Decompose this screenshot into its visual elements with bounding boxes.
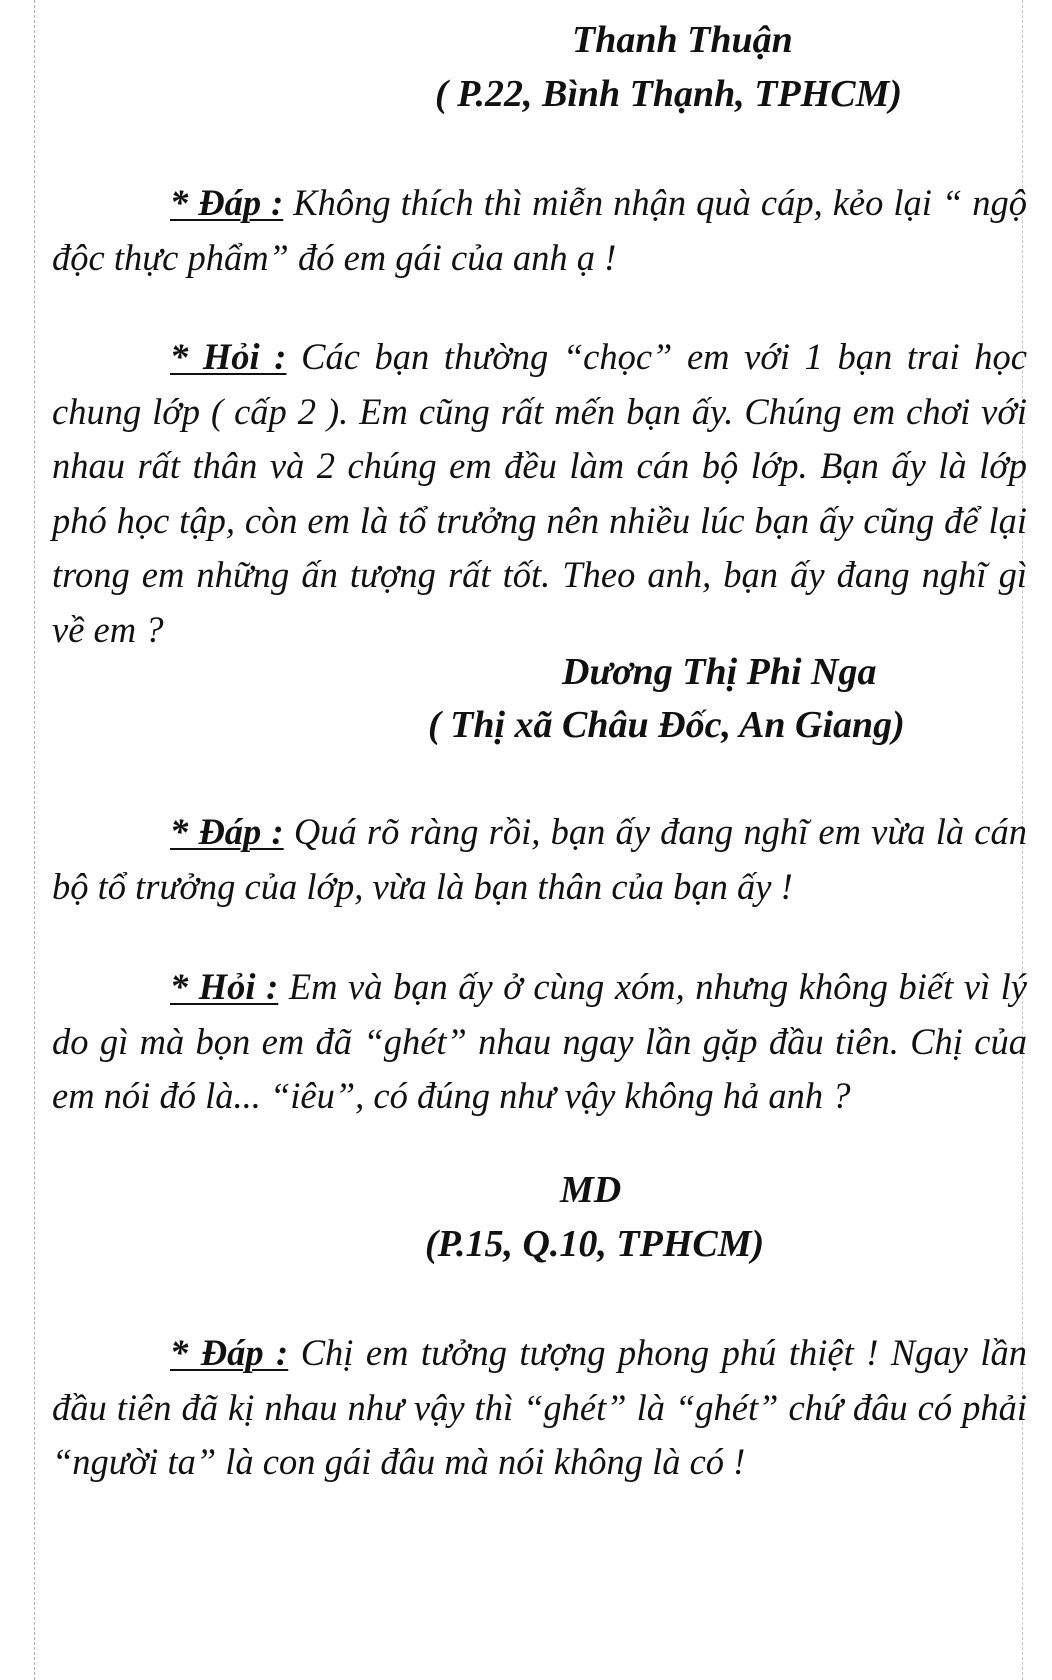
answer-text: Quá rõ ràng rồi, bạn ấy đang nghĩ em vừa là cán bộ tổ trưởng của lớp, vừa là bạn thân của bạn ấy ! <box>52 811 1028 907</box>
signature-name: Dương Thị Phi Nga <box>562 651 877 693</box>
question-text: Các bạn thường “chọc” em với 1 bạn trai học chung lớp ( cấp 2 ). Em cũng rất mến bạn ấy. Chúng em chơi với nhau rất thân và 2 chúng em đều làm cán bộ lớp. Bạn ấy là lớp phó học tập, còn em là tổ trưởng nên nhiều lúc bạn ấy cũng để lại trong em những ấn tượng rất tốt. Theo anh, bạn ấy đang nghĩ gì về em ? <box>52 336 1027 650</box>
signature-name: Thanh Thuận <box>572 19 793 61</box>
signature-location: ( Thị xã Châu Đốc, An Giang) <box>428 704 905 746</box>
page-edge-left <box>34 0 35 1680</box>
question-label: * Hỏi : <box>170 966 279 1007</box>
answer-text: Không thích thì miễn nhận quà cáp, kẻo lại “ ngộ độc thực phẩm” đó em gái của anh ạ ! <box>52 182 1027 278</box>
signature-location: (P.15, Q.10, TPHCM) <box>425 1223 765 1265</box>
signature-location: ( P.22, Bình Thạnh, TPHCM) <box>435 73 903 115</box>
question-paragraph <box>52 960 1027 1124</box>
answer-label: * Đáp : <box>170 1332 289 1373</box>
answer-paragraph <box>52 805 1027 914</box>
question-paragraph <box>52 330 1027 657</box>
question-text: Em và bạn ấy ở cùng xóm, nhưng không biết vì lý do gì mà bọn em đã “ghét” nhau ngay lần gặp đầu tiên. Chị của em nói đó là... “iêu”, có đúng như vậy không hả anh ? <box>52 966 1027 1116</box>
answer-label: * Đáp : <box>170 811 284 852</box>
question-label: * Hỏi : <box>170 336 287 377</box>
answer-label: * Đáp : <box>170 182 284 223</box>
answer-text: Chị em tưởng tượng phong phú thiệt ! Ngay lần đầu tiên đã kị nhau như vậy thì “ghét” là “ghét” chứ đâu có phải “người ta” là con gái đâu mà nói không là có ! <box>52 1332 1027 1482</box>
answer-paragraph <box>52 1326 1027 1490</box>
signature-name: MD <box>560 1169 622 1211</box>
answer-paragraph <box>52 176 1027 285</box>
